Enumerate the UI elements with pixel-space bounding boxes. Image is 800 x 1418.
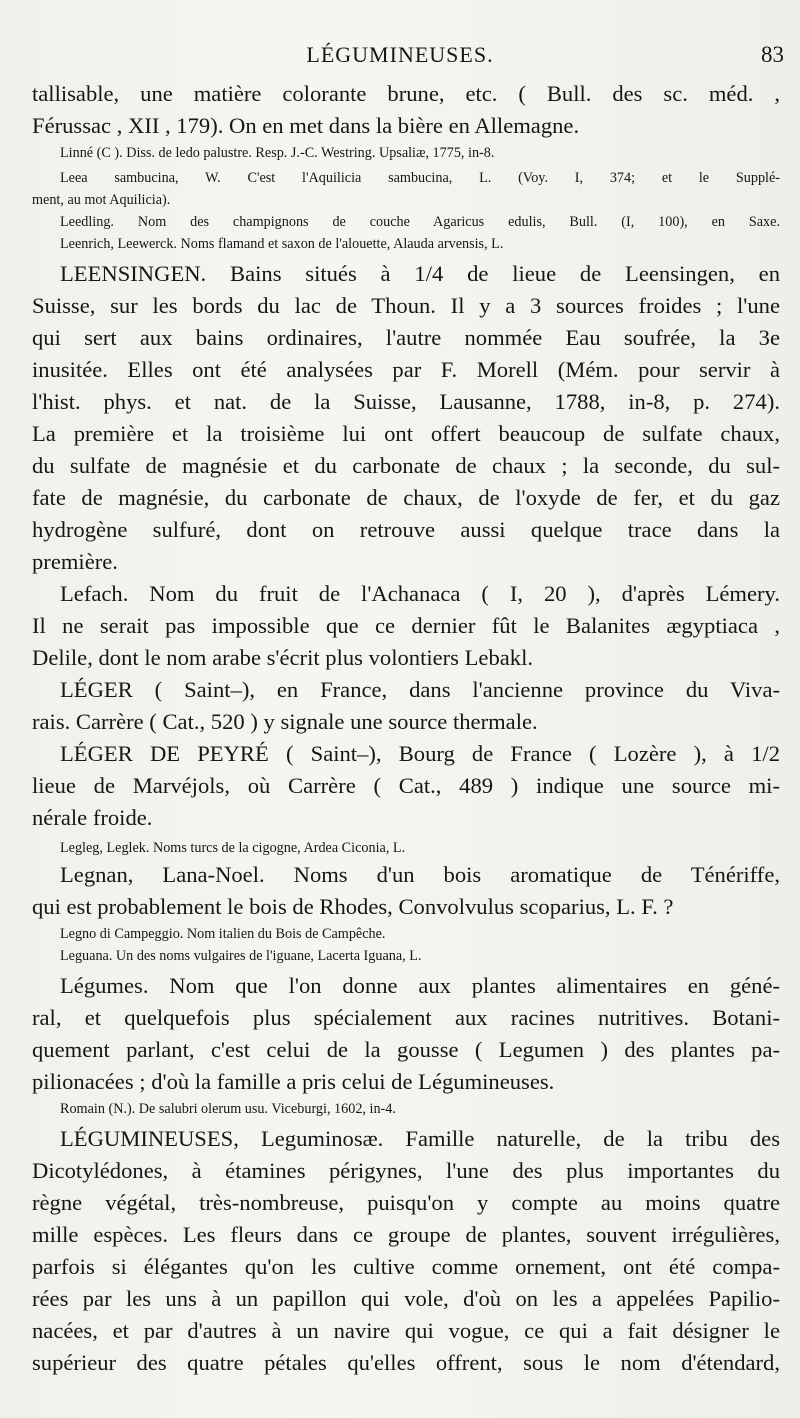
text-line: tallisable, une matière colorante brune, etc. ( Bull. des sc. méd. ,	[32, 81, 780, 106]
text-line: nérale froide.	[32, 805, 153, 830]
running-title: LÉGUMINEUSES.	[306, 42, 494, 67]
text-line: Delile, dont le nom arabe s'écrit plus volontiers Lebakl.	[32, 645, 533, 670]
text-line: Legno di Campeggio. Nom italien du Bois de Campêche.	[60, 926, 386, 942]
text-line: Leenrich, Leewerck. Noms flamand et saxon de l'alouette, Alauda arvensis, L.	[60, 236, 504, 252]
text-line: parfois si élégantes qu'on les cultive comme ornement, ont été compa-	[32, 1254, 780, 1279]
text-line: rais. Carrère ( Cat., 520 ) y signale une source thermale.	[32, 709, 538, 734]
text-line: LÉGER ( Saint–), en France, dans l'ancienne province du Viva-	[60, 677, 780, 702]
text-line: qui est probablement le bois de Rhodes, Convolvulus scoparius, L. F. ?	[32, 894, 674, 919]
text-line: hydrogène sulfuré, dont on retrouve aussi quelque trace dans la	[32, 517, 780, 542]
text-line: quement parlant, c'est celui de la gousse ( Legumen ) des plantes pa-	[32, 1037, 780, 1062]
text-line: Férussac , XII , 179). On en met dans la bière en Allemagne.	[32, 113, 580, 138]
page-number: 83	[761, 42, 784, 67]
text-line: pilionacées ; d'où la famille a pris celui de Légumineuses.	[32, 1069, 555, 1094]
text-body	[32, 78, 780, 1379]
text-line: rées par les uns à un papillon qui vole, d'où on les a appelées Papilio-	[32, 1286, 780, 1311]
page-header	[0, 38, 800, 74]
text-line: Linné (C ). Diss. de ledo palustre. Resp. J.-C. Westring. Upsaliæ, 1775, in-8.	[60, 145, 495, 161]
text-line: règne végétal, très-nombreuse, puisqu'on y compte au moins quatre	[32, 1190, 780, 1215]
text-line: mille espèces. Les fleurs dans ce groupe de plantes, souvent irrégulières,	[32, 1222, 780, 1247]
text-line: Leea sambucina, W. C'est l'Aquilicia sambucina, L. (Voy. I, 374; et le Supplé-	[60, 170, 780, 186]
text-line: Il ne serait pas impossible que ce dernier fût le Balanites ægyptiaca ,	[32, 613, 780, 638]
text-line: Leedling. Nom des champignons de couche Agaricus edulis, Bull. (I, 100), en Saxe.	[60, 214, 780, 230]
text-line: nacées, et par d'autres à un navire qui vogue, ce qui a fait désigner le	[32, 1318, 780, 1343]
text-line: Suisse, sur les bords du lac de Thoun. Il y a 3 sources froides ; l'une	[32, 293, 780, 318]
text-line: du sulfate de magnésie et du carbonate de chaux ; la seconde, du sul-	[32, 453, 780, 478]
text-line: l'hist. phys. et nat. de la Suisse, Lausanne, 1788, in-8, p. 274).	[32, 389, 780, 414]
text-line: Legnan, Lana-Noel. Noms d'un bois aromatique de Ténériffe,	[60, 862, 780, 887]
text-line: Dicotylédones, à étamines périgynes, l'une des plus importantes du	[32, 1158, 780, 1183]
text-line: La première et la troisième lui ont offert beaucoup de sulfate chaux,	[32, 421, 780, 446]
text-line: Leguana. Un des noms vulgaires de l'iguane, Lacerta Iguana, L.	[60, 948, 422, 964]
text-line: Legleg, Leglek. Noms turcs de la cigogne, Ardea Ciconia, L.	[60, 840, 406, 856]
text-line: LÉGER DE PEYRÉ ( Saint–), Bourg de France ( Lozère ), à 1/2	[60, 741, 780, 766]
text-line: Romain (N.). De salubri olerum usu. Viceburgi, 1602, in-4.	[60, 1101, 396, 1117]
text-line: LEENSINGEN. Bains situés à 1/4 de lieue de Leensingen, en	[60, 261, 780, 286]
text-line: lieue de Marvéjols, où Carrère ( Cat., 489 ) indique une source mi-	[32, 773, 780, 798]
text-line: LÉGUMINEUSES, Leguminosæ. Famille naturelle, de la tribu des	[60, 1126, 780, 1151]
text-line: Légumes. Nom que l'on donne aux plantes alimentaires en géné-	[60, 973, 780, 998]
text-line: ral, et quelquefois plus spécialement aux racines nutritives. Botani-	[32, 1005, 780, 1030]
text-line: fate de magnésie, du carbonate de chaux, de l'oxyde de fer, et du gaz	[32, 485, 780, 510]
text-line: première.	[32, 549, 118, 574]
text-line: qui sert aux bains ordinaires, l'autre nommée Eau soufrée, la 3e	[32, 325, 780, 350]
text-line: supérieur des quatre pétales qu'elles offrent, sous le nom d'étendard,	[32, 1350, 780, 1375]
text-line: ment, au mot Aquilicia).	[32, 192, 171, 208]
text-line: inusitée. Elles ont été analysées par F. Morell (Mém. pour servir à	[32, 357, 780, 382]
text-line: Lefach. Nom du fruit de l'Achanaca ( I, 20 ), d'après Lémery.	[60, 581, 780, 606]
